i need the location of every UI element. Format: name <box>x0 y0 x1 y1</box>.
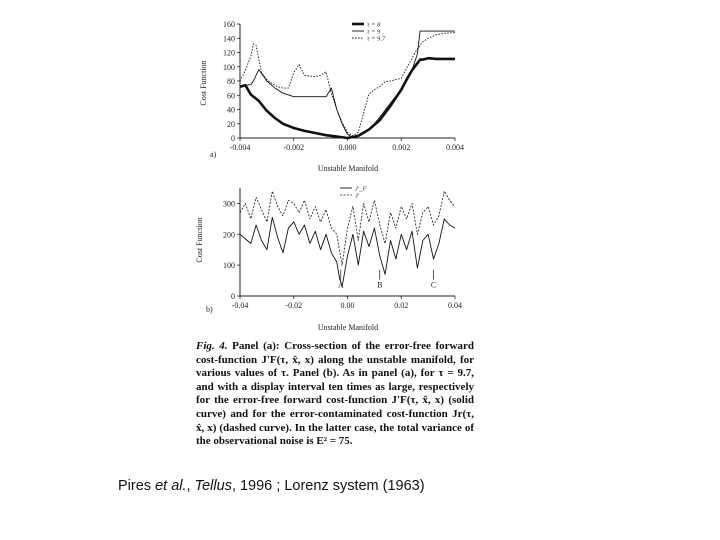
series-line-1 <box>240 58 455 138</box>
panel-a-legend <box>352 21 386 42</box>
y-tick-label: 120 <box>223 48 235 58</box>
series-line-2 <box>240 31 455 137</box>
series-line-2 <box>240 191 455 265</box>
x-tick-label: 0.000 <box>338 143 357 152</box>
caption-text: Panel (a): Cross-section of the error-free forward cost-function J'F(τ, x̂, x) along the unstable manifold, for various values of τ. Panel (b). As in panel (a), for τ = 9.7, and with a display interval ten times as large, respectively for the error-free forward cost-function J'F(τ, x̂, x) (solid curve) and for the error-contaminated cost-function Jr(τ, x̂, x) (dashed curve). In the latter case, the total variance of the observational noise is E² = 75. <box>196 340 474 448</box>
y-tick-label: 300 <box>223 199 235 209</box>
panel-b-ylabel: Cost Function <box>195 217 204 263</box>
panel-a-xlabel: Unstable Manifold <box>317 164 379 173</box>
legend-label-3: τ = 9.7 <box>367 35 386 43</box>
x-tick-label: 0.004 <box>446 143 464 152</box>
series-line-3 <box>240 33 455 136</box>
y-tick-label: 160 <box>223 20 235 29</box>
legend-label-1: τ = 8 <box>367 21 381 29</box>
panel-b-axes <box>223 188 462 310</box>
annotation-label-1: A <box>337 280 344 290</box>
panel-b-legend <box>340 185 368 199</box>
x-tick-label: -0.04 <box>231 301 249 310</box>
panel-b-xlabel: Unstable Manifold <box>317 323 379 332</box>
annotation-label-2: B <box>377 280 383 290</box>
credit-sep: , <box>186 478 195 494</box>
source-credit <box>118 478 425 494</box>
x-tick-label: -0.002 <box>283 143 305 152</box>
y-tick-label: 0 <box>231 292 235 301</box>
x-tick-label: 0.002 <box>392 143 411 152</box>
y-tick-label: 140 <box>223 34 235 44</box>
x-tick-label: 0.04 <box>448 301 462 310</box>
panel-a-label: a) <box>210 150 217 159</box>
credit-prefix: Pires <box>118 478 156 494</box>
y-tick-label: 80 <box>227 77 235 86</box>
panel-a-axes <box>223 20 464 152</box>
legend-label-2: J' <box>355 192 360 200</box>
y-tick-label: 0 <box>231 134 235 143</box>
x-tick-label: 0.00 <box>340 301 355 310</box>
y-tick-label: 100 <box>223 62 235 72</box>
annotation-label-3: C <box>430 280 437 290</box>
legend-label-1: J'_F <box>355 185 367 193</box>
y-tick-label: 200 <box>223 230 235 240</box>
x-tick-label: -0.004 <box>229 143 251 152</box>
caption-fig-label: Fig. 4. <box>196 340 228 352</box>
panel-a-ylabel: Cost Function <box>199 60 208 106</box>
y-tick-label: 100 <box>223 261 235 271</box>
chart-panel-b <box>190 178 480 334</box>
panel-b-annotations <box>338 270 436 290</box>
x-tick-label: -0.02 <box>285 301 303 310</box>
panel-b-series <box>240 191 455 287</box>
panel-b-label: b) <box>206 305 213 314</box>
y-tick-label: 40 <box>227 105 235 115</box>
legend-label-2: τ = 9 <box>367 28 381 36</box>
credit-journal: Tellus <box>194 478 232 494</box>
x-tick-label: 0.02 <box>394 301 409 310</box>
panel-a-series <box>240 31 455 138</box>
credit-etal: et al. <box>155 478 187 494</box>
figure-caption <box>196 340 474 449</box>
chart-panel-a <box>190 10 480 180</box>
y-tick-label: 60 <box>227 91 235 101</box>
credit-suffix: , 1996 ; Lorenz system (1963) <box>231 478 425 494</box>
y-tick-label: 20 <box>227 119 235 129</box>
